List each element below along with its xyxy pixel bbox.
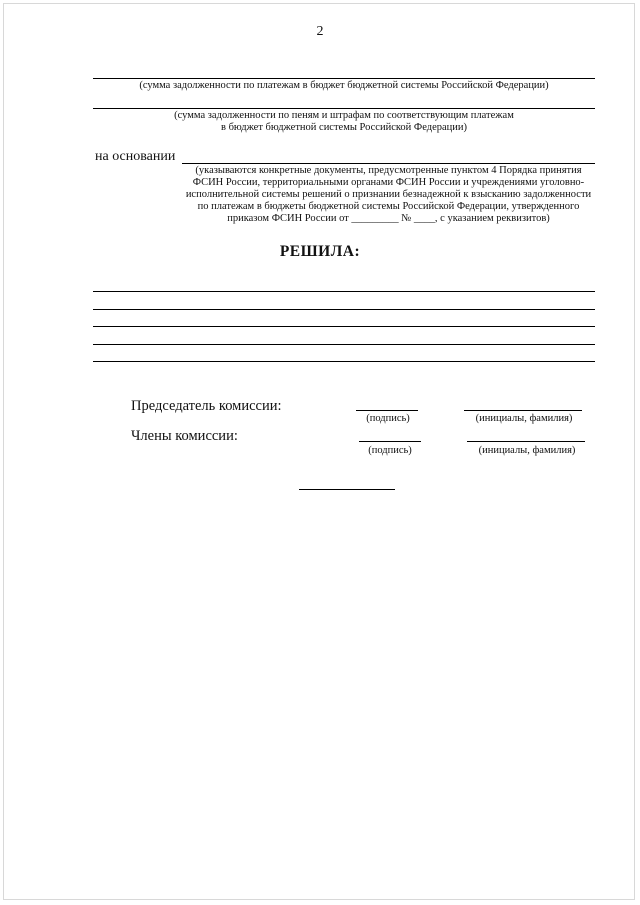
debt-budget-caption: (сумма задолженности по платежам в бюджет бюджетной системы Российской Федерации) (139, 80, 549, 91)
decision-heading: РЕШИЛА: (279, 243, 361, 260)
chairman-name-line (464, 410, 582, 411)
chairman-label: Председатель комиссии: (131, 398, 282, 414)
chairman-name-caption: (инициалы, фамилия) (475, 413, 573, 424)
chairman-signature-line (356, 410, 418, 411)
members-label: Члены комиссии: (131, 428, 238, 444)
members-signature-line (359, 441, 421, 442)
basis-caption-line: исполнительной системы решений о признании безнадежной к взысканию задолженности (185, 189, 592, 200)
basis-caption-line: по платежам в бюджеты бюджетной системы Российской Федерации, утвержденного (197, 201, 580, 212)
debt-penalties-caption-line2: в бюджет бюджетной системы Российской Федерации) (220, 122, 467, 133)
decision-line (93, 361, 595, 362)
debt-penalties-caption-line1: (сумма задолженности по пеням и штрафам по соответствующим платежам (174, 110, 514, 121)
basis-caption-line: приказом ФСИН России от _________ № ____, с указанием реквизитов) (227, 213, 550, 224)
basis-label: на основании (95, 149, 176, 164)
basis-line (182, 163, 595, 164)
decision-line (93, 344, 595, 345)
decision-line (93, 291, 595, 292)
members-name-line (467, 441, 585, 442)
chairman-signature-caption: (подпись) (366, 413, 410, 424)
decision-line (93, 309, 595, 310)
decision-line (93, 326, 595, 327)
closing-separator (299, 489, 395, 490)
members-name-caption: (инициалы, фамилия) (478, 445, 576, 456)
debt-penalties-line (93, 108, 595, 109)
basis-caption-line: ФСИН России, территориальными органами ФСИН России и учреждениями уголовно- (192, 177, 585, 188)
page-number: 2 (316, 24, 324, 39)
debt-budget-line (93, 78, 595, 79)
basis-caption-line: (указываются конкретные документы, предусмотренные пунктом 4 Порядка принятия (195, 165, 582, 176)
members-signature-caption: (подпись) (368, 445, 412, 456)
